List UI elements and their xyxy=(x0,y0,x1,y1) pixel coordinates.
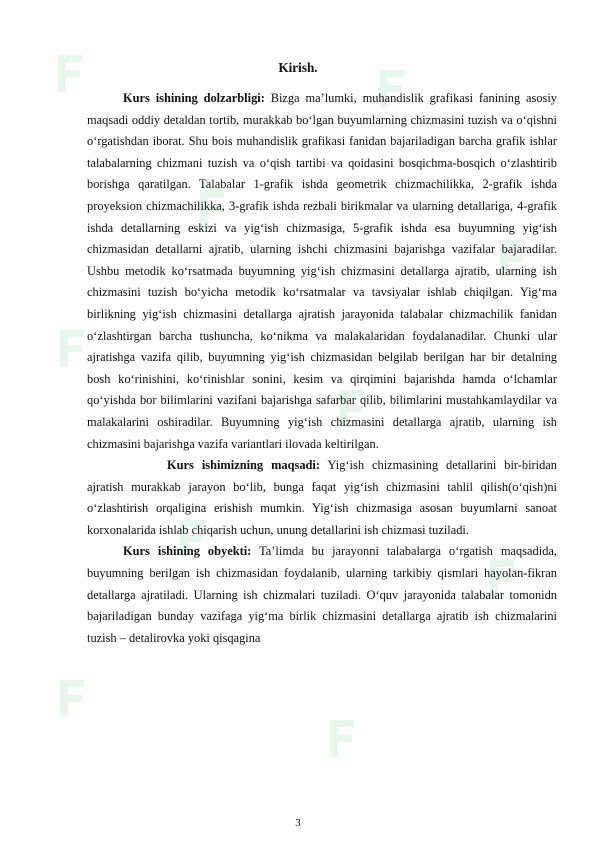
paragraph-text: Yig‘ish chizmasining detallarini bir-biridan ajratish murakkab jarayon bo‘lib, bunga faqat yig‘ish chizmasini tahlil qilish(o‘qish)ni o‘zlashtirish orqaligina erishish mumkin. Yig‘ish chizmasiga asosan buyumlarni sanoat korxonalarida ishlab chiqarish uchun, unung detallarini ish chizmasi tuziladi. xyxy=(87,458,558,537)
paragraph-lead: Kurs ishining obyekti: xyxy=(123,544,252,559)
paragraph-lead: Kurs ishining dolzarbligi: xyxy=(123,91,265,105)
paragraph-text: Bizga ma’lumki, muhandislik grafikasi fanining asosiy maqsadi oddiy detaldan tortib, murakkab bo‘lgan buyumlarning chizmasini tuzish va o‘qishni o‘rgatishdan iborat. Shu bois muhandislik grafikasi fanidan bajariladigan barcha grafik ishlar talabalarning chizmani tuzish va o‘qish tartibi va qoidasini bosqichma-bosqich o‘zlashtirib borishga qaratilgan. Talabalar 1-grafik ishda geometrik chizmachilikka, 2-grafik ishda proyeksion chizmachilikka, 3-grafik ishda rezbali birikmalar va ularning detallariga, 4-grafik ishda detallarning eskizi va yig‘ish chizmasiga, 5-grafik ishda esa buyumning yig‘ish chizmasidan detallarni ajratib, ularning ishchi chizmasini bajarishga vazifalar bajaradilar. Ushbu metodik ko‘rsatmada buyumning yig‘ish chizmasini detallarga ajratib, ularning ish chizmasini tuzish bo‘yicha metodik ko‘rsatmalar va tavsiyalar ishlab chiqilgan. Yig‘ma birlikning yig‘ish chizmasini detallarga ajratish jarayonida talabalar chizmachilik fanidan o‘zlashtirgan barcha tushuncha, ko‘nikma va malakalaridan foydalanadilar. Chunki ular ajratishga vazifa qilib, buyumning yig‘ish chizmasidan belgilab berilgan har bir detalning bosh ko‘rinishini, ko‘rinishlar sonini, kesim va qirqimini bajarishda hamda o‘lchamlar qo‘yishda bor bilimlarini vazifani bajarishga safarbar qilib, bilimlarini mustahkamlaydilar va malakalarini oshiradilar. Buyumning yig‘ish chizmasini detallarga ajratib, ularning ish chizmasini bajarishga vazifa variantlari ilovada keltirilgan. xyxy=(87,91,557,451)
paragraph-relevance xyxy=(87,88,557,455)
paragraph-text: Ta’limda bu jarayonni talabalarga o‘rgatish maqsadida, buyumning berilgan ish chizmasidan foydalanib, ularning tarkibiy qismlari hayolan-fikran detallarga ajratiladi. Ularning ish chizmalari tuziladi. O‘quv jarayonida talabalar tomonidn bajariladigan bunday vazifaga yig‘ma birlik chizmasini detallarga ajratib ish chizmalarini tuzish – detalirovka yoki qisqagina xyxy=(87,544,557,645)
page-number: 3 xyxy=(295,817,301,829)
body-text xyxy=(87,88,557,649)
paragraph-object xyxy=(87,541,557,649)
page-title: Kirish. xyxy=(278,60,318,75)
paragraph-goal xyxy=(87,455,557,541)
paragraph-lead: Kurs ishimizning maqsadi: xyxy=(167,458,320,473)
